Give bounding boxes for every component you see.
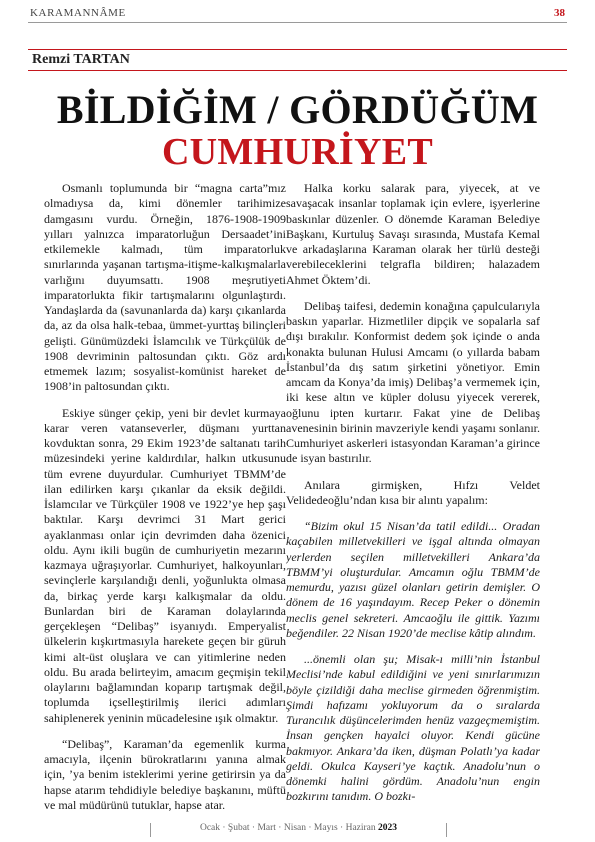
paragraph: Halka korku salarak para, yiyecek, at ve savaşacak insanlar toplamak için evlere, işyerlerine baskınlar düzenler. O dönemde Karaman Belediye Başkanı, Kurtuluş Savaşı sırasında, Mustafa Kemal ve arkadaşlarına Karaman olarak her türlü desteği verebileceklerini telgrafla bildiren; halazadem Ahmet Öktem’di.	[286, 181, 540, 287]
page-number: 38	[554, 7, 565, 19]
paragraph: “Delibaş”, Karaman’da egemenlik kurma amacıyla, ilçenin bürokratlarını yanına almak için, ’ya benim isteklerimi yerine getirirsin ya da hapse atarım tehdidiyle belediye başkanını, müftü ve mal müdürünü tutuklar, hapse atar.	[44, 736, 286, 812]
quote-paragraph: “Bizim okul 15 Nisan’da tatil edildi... Oradan kaçabilen milletvekilleri ve işgal altında olmayan yerlerden seçilen milletvekilleri Ankara’da TBMM’yi oluşturdular. Amcamın oğlu TBMM’de memurdu, yazısı güzel olanları getirin demişler. O dönem de 16 yaşındayım. Recep Peker o dönemin meclis genel sekreteri. Amcaoğlu ile gittik. Yazımı beğendiler. 22 Nisan 1920’de meclise kâtip alındım.	[286, 519, 540, 640]
running-header	[28, 4, 567, 23]
author-name: Remzi TARTAN	[32, 52, 130, 67]
paragraph: Eskiye sünger çekip, yeni bir devlet kurmaya karar veren vatanseverler, düşmanı yurttan kovduktan sonra, 29 Ekim 1923’de saltanatı tarih müzesindeki yerine kaldırdılar, halkın utkusunu tüm evrene duyurdular. Cumhuriyet TBMM’de ilan edilirken karşı çıkanlar da eksik değildi. İslamcılar ve Türkçüler 1908 ve 1922’ye hep şaşı baktılar. Karşı devrimci 31 Mart gerici ayaklanması onlar için devrimden daha özenici oldu. Aynı ikili bugün de cumhuriyetin mezarını kazmaya uğraşıyorlar. Cumhuriyet, halkoyunları, sevinçlerle karşılandığı denli, yoğunlukta olmasa da, birkaç yerde karşı kalkışmalar da oldu. Bunlardan biri de Karaman dolaylarında gerçekleşen “Delibaş” isyanıydı. Emperyalist ülkelerin kışkırtmasıyla harekete geçen bir güruh kimi alt-üst oluşlara ve can yitimlerine neden oldu. Bu arada belirteyim, amacım geçmişin tekil olaylarını bağlamından koparıp tartışmak değil, toplumda içselleştirilmiş ilerici adımları sahiplenerek yeninin mücadelesine ışık olmaktır.	[44, 405, 286, 725]
right-column	[286, 181, 540, 817]
footer-year: 2023	[378, 823, 398, 833]
paragraph: Anılara girmişken, Hıfzı Veldet Velidedeoğlu’ndan kısa bir alıntı yapalım:	[286, 477, 540, 507]
magazine-name: KARAMANNÂME	[30, 7, 126, 19]
article-subtitle: CUMHURİYET	[161, 131, 434, 173]
paragraph: Osmanlı toplumunda bir “magna carta”mız olmadıysa da, kimi dönemler tarihimize damgasını vurdu. Örneğin, 1876-1908-1909 yılları yalnızca imparatorluğun Dersaadet’ini etkilemekle kalmadı, tüm imparatorluk sınırlarında yaşanan tartışma-itişme-kalkışmalarla varlığını duyumsattı. 1908 meşrutiyeti imparatorlukta fikir tartışmalarını olgunlaştırdı. Yandaşlarda da (savunanlarda da) karşı çıkanlarda da, az da olsa halk-tebaa, ümmet-yurttaş bilinçleri gelişti. Günümüzdeki İslamcılık ve Türkçülük de 1908 devriminin paltosundan çıktı. Göz ardı etmemek lazım; sosyalist-komünist hareket de 1908’in paltosundan çıktı.	[44, 181, 286, 394]
footer-months: Ocak · Şubat · Mart · Nisan · Mayıs · Haziran	[199, 823, 376, 833]
article-title: BİLDİĞİM / GÖRDÜĞÜM	[56, 87, 539, 132]
left-column	[44, 181, 286, 817]
author-bar	[28, 49, 567, 71]
paragraph: Delibaş taifesi, dedemin konağına çapulcularıyla baskın yaparlar. Hizmetliler dipçik ve sopalarla saf dışı bırakılır. Konformist dedem şok içinde o anda konakta bulunan Hulusi Amcamı (o yıllarda babam İstanbul’da dış satım şirketini yönetiyor. Emin amcam da Konya’da imiş) Delibaş’a vermemek için, iki kese altın ve küpler dolusu yiyecek vererek, oğlunu ipten kurtarır. Fakat yine de Delibaş avenesinin birinin mavzeriyle kendi yaşamı sonlanır. Cumhuriyet askerleri istasyondan Karaman’a girince de isyan bastırılır.	[286, 298, 540, 466]
quote-paragraph: ...önemli olan şu; Misak-ı milli’nin İstanbul Meclisi’nde kabul edildiğini ve yeni sınırlarımızın böyle çizildiği daha meclise girmeden öğrenmiştim. Şimdi hafızamı yokluyorum da o sıralarda Turancılık düşüncelerimden henüz vazgeçmemiştim. İnsan gençken hayalci oluyor. Kendi gücüne bakmıyor. Ankara’da iken, düşman Polatlı’ya kadar geldi. Okulca Kayseri’ye kaçtık. Anadolu’nun o dönemki halini gördüm. Anadolu’nun engin bozkırını tanıdım. O bozkı-	[286, 652, 540, 804]
page-footer	[150, 823, 447, 837]
